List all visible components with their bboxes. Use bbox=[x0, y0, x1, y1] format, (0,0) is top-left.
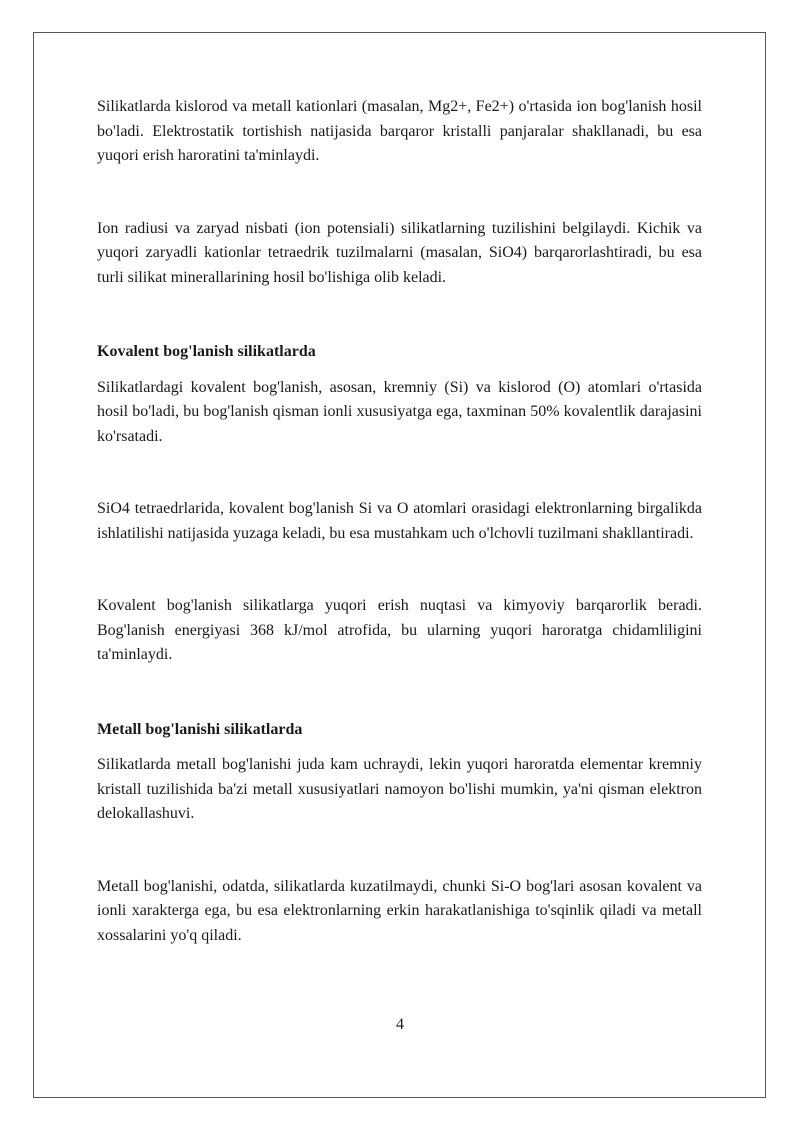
paragraph-metallic-rare: Silikatlarda metall bog'lanishi juda kam uchraydi, lekin yuqori haroratda elementar kremniy kristall tuzilishida ba'zi metall xususiyatlari namoyon bo'lishi mumkin, ya'ni qisman elektron delokallashuvi. bbox=[97, 756, 702, 822]
paragraph-metallic-absent: Metall bog'lanishi, odatda, silikatlarda kuzatilmaydi, chunki Si-O bog'lari asosan kovalent va ionli xarakterga ega, bu esa elektronlarning erkin harakatlanishiga to'sqinlik qiladi va metall xossalarini yo'q qiladi. bbox=[97, 877, 702, 944]
page-number: 4 bbox=[396, 1016, 404, 1033]
paragraph-sio4-tetrahedra: SiO4 tetraedrlarida, kovalent bog'lanish Si va O atomlari orasidagi elektronlarning birgalikda ishlatilishi natijasida yuzaga keladi, bu esa mustahkam uch o'lchovli tuzilmani shakllantiradi. bbox=[97, 500, 702, 542]
paragraph-covalent-stability: Kovalent bog'lanish silikatlarga yuqori erish nuqtasi va kimyoviy barqarorlik beradi. Bog'lanish energiyasi 368 kJ/mol atrofida, bu ularning yuqori haroratga chidamliligini ta'minlaydi. bbox=[97, 597, 702, 663]
heading-covalent-bonding: Kovalent bog'lanish silikatlarda bbox=[97, 343, 316, 360]
paragraph-covalent-si-o: Silikatlardagi kovalent bog'lanish, asosan, kremniy (Si) va kislorod (O) atomlari o'rtasida hosil bo'ladi, bu bog'lanish qisman ionli xususiyatga ega, taxminan 50% kovalentlik darajasini ko'rsatadi. bbox=[97, 378, 702, 445]
page-content bbox=[97, 95, 702, 948]
paragraph-ionic-bonding: Silikatlarda kislorod va metall kationlari (masalan, Mg2+, Fe2+) o'rtasida ion bog'lanish hosil bo'ladi. Elektrostatik tortishish natijasida barqaror kristalli panjaralar shakllanadi, bu esa yuqori erish haroratini ta'minlaydi. bbox=[97, 98, 702, 164]
heading-metallic-bonding: Metall bog'lanishi silikatlarda bbox=[97, 720, 303, 738]
paragraph-ion-potential: Ion radiusi va zaryad nisbati (ion potensiali) silikatlarning tuzilishini belgilaydi. Kichik va yuqori zaryadli kationlar tetraedrik tuzilmalarni (masalan, SiO4) barqarorlashtiradi, bu esa turli silikat minerallarining hosil bo'lishiga olib keladi. bbox=[97, 219, 702, 286]
